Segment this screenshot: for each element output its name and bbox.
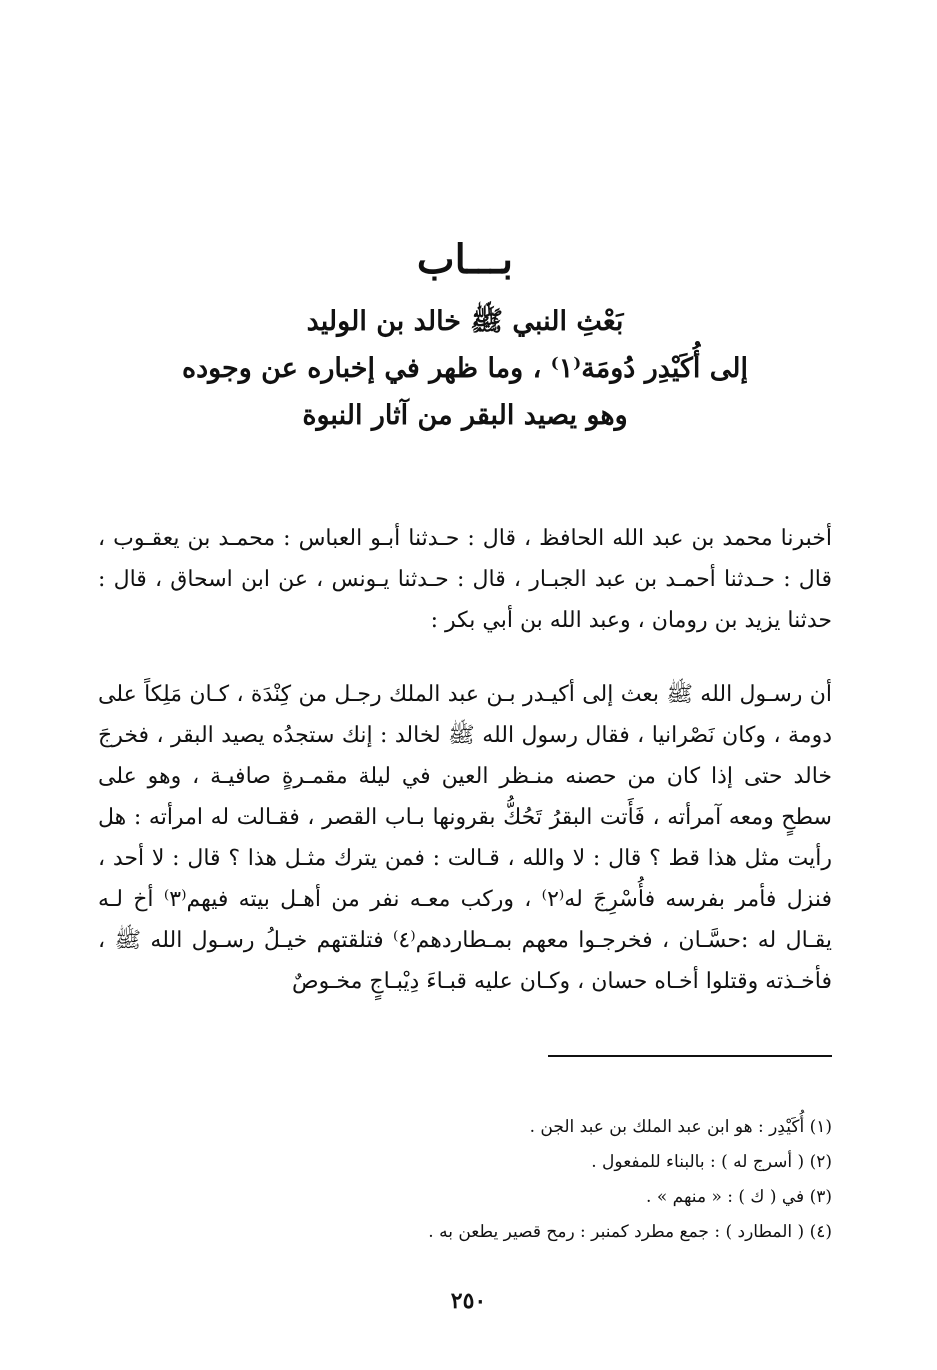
narration-paragraph: أن رسـول الله ﷺ بعث إلى أكيـدر بـن عبد الملك رجـل من كِنْدَة ، كـان مَلِكاً على دومة ، وكان نَصْرانيا ، فقال رسول الله ﷺ لخالد : إنك ستجدُه يصيد البقر ، فخرجَ خالد حتى إذا كان من حصنه منـظر العين في ليلة مقمـرةٍ صافيـة ، وهو على سطحٍ ومعه آمرأته ، فَأَتت البقرُ تَحُكُّ بقرونها بـاب القصر ، فقـالت له امرأته : هل رأيت مثل هذا قط ؟ قال : لا والله ، قـالت : فمن يترك مثـل هذا ؟ قال : لا أحد ، فنزل فأمر بفرسه فأُسْرِجَ له⁽٢⁾ ، وركب معـه نفر من أهـل بيته فيهم⁽٣⁾ أخ لـه يقـال له :حسَّـان ، فخرجـوا معهم بمـطاردهم⁽٤⁾ فتلقتهم خيـلُ رسـول الله ﷺ ، فأخـذته وقتلوا أخـاه حسان ، وكـان عليه قبـاءَ دِيْبـاجٍ مخـوصٌ [98,682,832,994]
footnote-1: (١) أُكَيْدِر : هو ابن عبد الملك بن عبد الجن . [529,1117,832,1137]
footnote-4: (٤) ( المطارد ) : جمع مطرد كمنبر : رمح قصير يطعن به . [428,1222,832,1242]
isnad-paragraph: أخبرنا محمد بن عبد الله الحافظ ، قال : حـدثنا أبـو العباس : محمـد بن يعقـوب ، قال : حـدثنا أحمـد بن عبد الجبـار ، قال : حـدثنا يـونس ، عن ابن اسحاق ، قال : حدثنا يزيد بن رومان ، وعبد الله بن أبي بكر : [98,526,832,633]
chapter-label: بـــاب [416,236,514,283]
page-number: ٢٥٠ [450,1288,487,1314]
footnote-3: (٣) في ( ك ) : « منهم » . [646,1187,832,1207]
footnote-2: (٢) ( أسرج له ) : بالبناء للمفعول . [591,1152,832,1172]
footnote-separator [548,1055,832,1057]
chapter-title-line-1: بَعْثِ النبي ﷺ خالد بن الوليد [306,306,624,337]
footnotes [98,1110,832,1250]
chapter-title-line-3: وهو يصيد البقر من آثار النبوة [302,400,628,431]
chapter-title-line-2: إلى أُكَيْدِر دُومَة⁽١⁾ ، وما ظهر في إخباره عن وجوده [181,353,749,384]
